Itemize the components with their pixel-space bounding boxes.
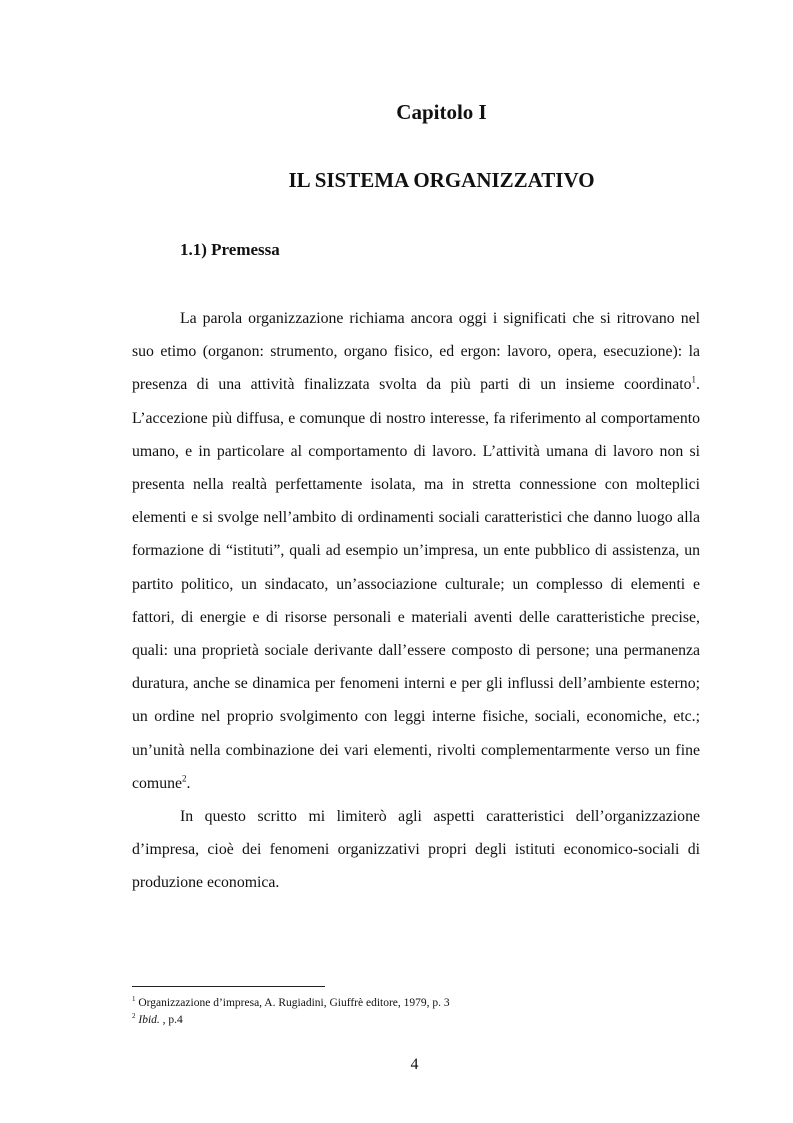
paragraph-1-part-1: La parola organizzazione richiama ancora oggi i significati che si ritrovano nel suo etimo (organon: strumento, organo fisico, ed ergon: lavoro, opera, esecuzione): la presenza di una attività finalizzata svolta da più parti di un insieme coordinato xyxy=(132,310,700,394)
footnotes xyxy=(132,995,700,1029)
footnote-2-text: , p.4 xyxy=(159,1014,183,1026)
page-number: 4 xyxy=(410,1056,419,1073)
paragraph-1-part-3: . xyxy=(186,774,191,792)
footnote-ref-2: 2 xyxy=(182,773,187,784)
paragraph-1-part-2: . L’accezione più diffusa, e comunque di nostro interesse, fa riferimento al comportamento umano, e in particolare al comportamento di lavoro. L’attività umana di lavoro non si presenta nella realtà perfettamente isolata, ma in stretta connessione con molteplici elementi e si svolge nell’ambito di ordinamenti sociali caratteristici che danno luogo alla formazione di “istituti”, quali ad esempio un’impresa, un ente pubblico di assistenza, un partito politico, un sindacato, un’associazione culturale; un complesso di elementi e fattori, di energie e di risorse personali e materiali aventi delle caratteristiche precise, quali: una proprietà sociale derivante dall’essere composto di persone; una permanenza duratura, anche se dinamica per fenomeni interni e per gli influssi dell’ambiente esterno; un ordine nel proprio svolgimento con leggi interne fisiche, sociali, economiche, etc.; un’unità nella combinazione dei vari elementi, rivolti complementarmente verso un fine comune xyxy=(132,376,700,792)
paragraph-1 xyxy=(132,302,700,800)
footnote-2 xyxy=(132,1012,700,1029)
footnote-2-italic: Ibid. xyxy=(138,1014,160,1026)
footnote-ref-1: 1 xyxy=(691,375,697,386)
section-heading: 1.1) Premessa xyxy=(180,240,280,259)
footnote-1-number: 1 xyxy=(132,995,136,1004)
footnote-1-text: Organizzazione d’impresa, A. Rugiadini, Giuffrè editore, 1979, p. 3 xyxy=(138,997,450,1009)
paragraph-2: In questo scritto mi limiterò agli aspetti caratteristici dell’organizzazione d’impresa, cioè dei fenomeni organizzativi propri degli istituti economico-sociali di produzione economica. xyxy=(132,808,700,892)
chapter-title: IL SISTEMA ORGANIZZATIVO xyxy=(288,168,595,192)
chapter-heading: Capitolo I xyxy=(396,100,487,124)
body-text xyxy=(132,302,700,900)
footnote-2-number: 2 xyxy=(132,1012,136,1021)
footnote-1 xyxy=(132,995,700,1012)
footnote-divider xyxy=(132,986,325,987)
